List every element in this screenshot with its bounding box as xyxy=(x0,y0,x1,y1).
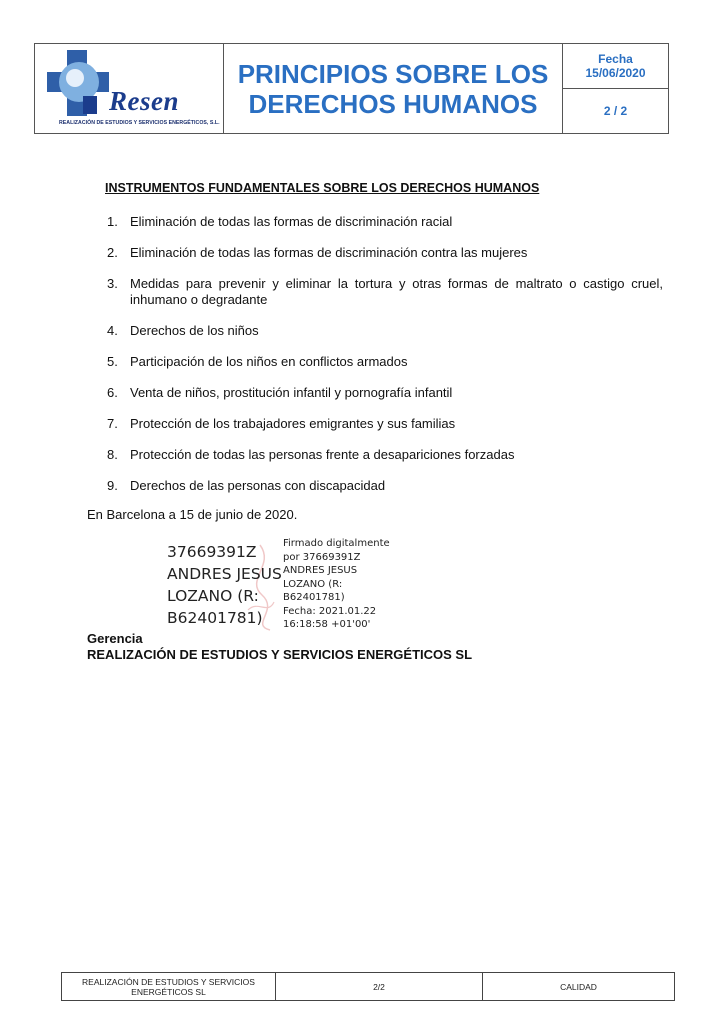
page-number: 2 / 2 xyxy=(603,104,628,118)
list-item xyxy=(107,478,663,494)
company-logo xyxy=(35,44,224,133)
item-text: Eliminación de todas las formas de discriminación contra las mujeres xyxy=(130,245,528,260)
date-value: 15/06/2020 xyxy=(585,66,646,80)
footer-page: 2/2 xyxy=(276,973,483,1000)
document-title xyxy=(224,44,563,133)
digital-signature-details xyxy=(283,537,390,632)
signature-detail-line: LOZANO (R: xyxy=(283,578,343,590)
document-header xyxy=(34,43,669,134)
footer-department: CALIDAD xyxy=(560,981,597,992)
date-cell xyxy=(563,44,668,89)
date-label: Fecha xyxy=(598,52,633,66)
signer-name xyxy=(167,541,282,629)
list-item xyxy=(107,323,663,339)
instruments-list xyxy=(107,214,663,509)
item-number: 4. xyxy=(107,323,118,338)
signature-detail-line: Fecha: 2021.01.22 xyxy=(283,605,377,617)
item-text: Protección de todas las personas frente a desapariciones forzadas xyxy=(130,447,515,462)
item-number: 3. xyxy=(107,276,118,291)
item-text: Venta de niños, prostitución infantil y pornografía infantil xyxy=(130,385,453,400)
item-text: Medidas para prevenir y eliminar la tortura y otras formas de maltrato o castigo cruel, inhumano o degradante xyxy=(130,276,663,307)
list-item xyxy=(107,245,663,261)
signer-line: B62401781) xyxy=(167,609,263,627)
item-number: 2. xyxy=(107,245,118,260)
place-date: En Barcelona a 15 de junio de 2020. xyxy=(87,507,298,522)
logo-subtitle: REALIZACIÓN DE ESTUDIOS Y SERVICIOS ENERGÉTICOS, S.L. xyxy=(59,120,220,126)
title-line-1: PRINCIPIOS SOBRE LOS xyxy=(237,58,549,89)
title-line-2: DERECHOS HUMANOS xyxy=(248,88,538,119)
item-text: Participación de los niños en conflictos armados xyxy=(130,354,408,369)
list-item xyxy=(107,214,663,230)
signature-detail-line: por 37669391Z xyxy=(283,551,361,563)
logo-emblem-icon xyxy=(45,48,115,118)
item-number: 6. xyxy=(107,385,118,400)
list-item xyxy=(107,385,663,401)
signature-detail-line: ANDRES JESUS xyxy=(283,565,358,576)
item-number: 5. xyxy=(107,354,118,369)
department-label: Gerencia xyxy=(87,631,143,646)
signer-line: 37669391Z xyxy=(167,543,257,561)
company-name: REALIZACIÓN DE ESTUDIOS Y SERVICIOS ENERGÉTICOS SL xyxy=(87,647,473,662)
logo-wordmark: Resen xyxy=(109,86,179,116)
list-item xyxy=(107,276,663,308)
item-number: 7. xyxy=(107,416,118,431)
list-item xyxy=(107,416,663,432)
footer-company-line-1: REALIZACIÓN DE ESTUDIOS Y SERVICIOS xyxy=(82,976,255,987)
item-text: Derechos de los niños xyxy=(130,323,259,338)
list-item xyxy=(107,354,663,370)
item-number: 9. xyxy=(107,478,118,493)
footer-company xyxy=(62,973,276,1000)
signature-detail-line: 16:18:58 +01'00' xyxy=(283,619,371,630)
item-number: 1. xyxy=(107,214,118,229)
signature-detail-line: Firmado digitalmente xyxy=(283,538,390,549)
document-footer xyxy=(61,972,675,1001)
footer-company-line-2: ENERGÉTICOS SL xyxy=(131,986,206,997)
signature-detail-line: B62401781) xyxy=(283,592,345,603)
list-item xyxy=(107,447,663,463)
item-text: Derechos de las personas con discapacidad xyxy=(130,478,386,493)
header-meta xyxy=(563,44,668,133)
signer-line: LOZANO (R: xyxy=(167,587,259,605)
item-text: Eliminación de todas las formas de discriminación racial xyxy=(130,214,453,229)
item-text: Protección de los trabajadores emigrantes y sus familias xyxy=(130,416,456,431)
section-title: INSTRUMENTOS FUNDAMENTALES SOBRE LOS DERECHOS HUMANOS xyxy=(105,181,540,195)
signer-line: ANDRES JESUS xyxy=(167,565,282,583)
item-number: 8. xyxy=(107,447,118,462)
